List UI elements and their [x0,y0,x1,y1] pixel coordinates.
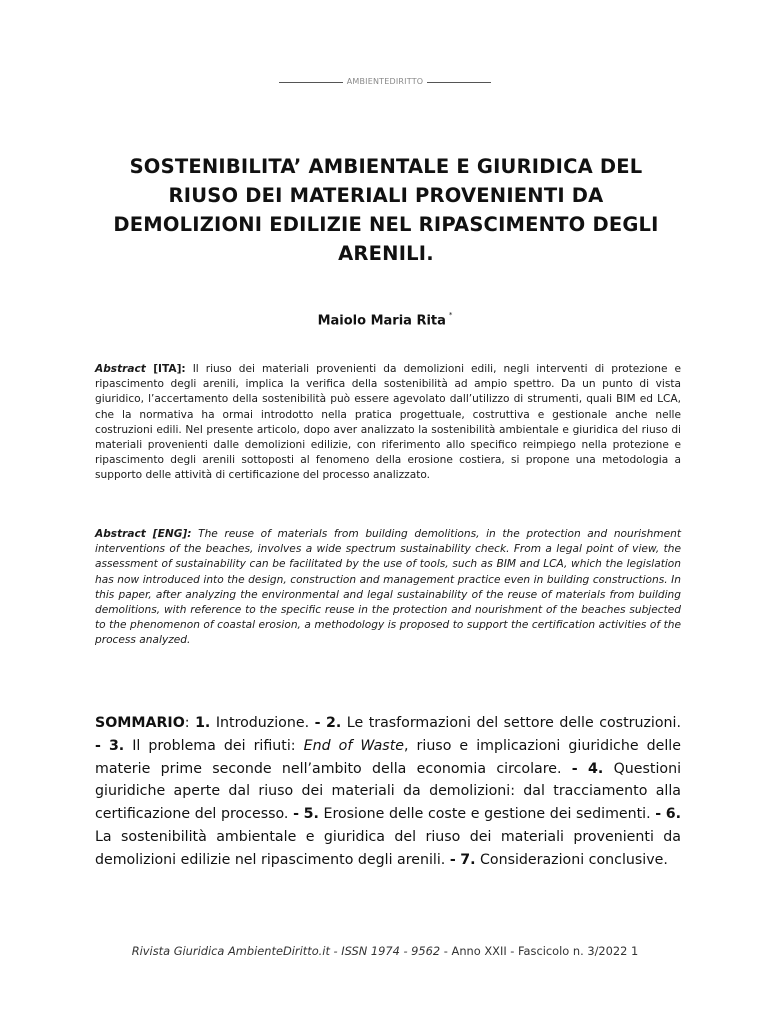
summary-item-text: Erosione delle coste e gestione dei sedimenti. [323,806,651,823]
summary-item-text: Introduzione. [215,715,310,731]
summary-separator: - [449,851,456,868]
summary-item-number: 2. [326,715,342,731]
summary-item-text: Considerazioni conclusive. [480,851,668,868]
header-rule-left [279,82,343,83]
author-footnote-mark: * [448,311,453,319]
abstract-eng-text: The reuse of materials from building demolitions, in the protection and nourishment interventions of the beaches, involves a wide spectrum sustainability check. From a legal point of view, the assessment of sustainability can be facilitated by the use of tools, such as BIM and LCA, which the legislation has now introduced into the design, construction and management practice even in building constructions. In this paper, after analyzing the environmental and legal sustainability of the reuse of materials from building demolitions, with reference to the specific reuse in the protection and nourishment of the beaches subjected to the phenomenon of coastal erosion, a methodology is proposed to support the certification activities of the process analyzed. [95,528,681,647]
page-footer [0,944,770,958]
page-number: 1 [631,944,639,958]
summary-item-text: Il problema dei rifiuti: [132,737,296,754]
summary: SOMMARIO: 1. Introduzione. - 2. Le trasformazioni del settore delle costruzioni. - 3. Il problema dei rifiuti: End of Waste, riuso e implicazioni giuridiche delle materie prime seconde nell’ambito della economia circolare. - 4. Questioni giuridiche aperte dal riuso dei materiali da demolizioni: dal tracciamento alla certificazione del processo. - 5. Erosione delle coste e gestione dei sedimenti. - 6. La sostenibilità ambientale e giuridica del riuso dei materiali provenienti da demolizioni edilizie nel ripascimento degli arenili. - 7. Considerazioni conclusive. [95,715,682,868]
footer-issue: - Anno XXII - Fascicolo n. 3/2022 [443,944,628,958]
footer-journal: Rivista Giuridica AmbienteDiritto.it - ISSN 1974 - 9562 [131,944,441,958]
article-title: SOSTENIBILITA’ AMBIENTALE E GIURIDICA DEL RIUSO DEI MATERIALI PROVENIENTI DA DEMOLIZIONI EDILIZIE NEL RIPASCIMENTO DEGLI ARENILI. [113,155,659,265]
summary-separator: - [314,715,321,731]
summary-item-text: Questioni giuridiche aperte dal riuso dei materiali da demolizioni: dal tracciamento alla certificazione del processo. [95,760,682,823]
summary-separator: - [95,737,101,754]
summary-separator: - [655,806,662,823]
header-label: AMBIENTEDIRITTO [346,77,424,86]
summary-item-number: 5. [303,806,319,823]
summary-item-text: Le trasformazioni del settore delle costruzioni. [346,715,681,731]
summary-item-text: La sostenibilità ambientale e giuridica del riuso dei materiali provenienti da demolizioni edilizie nel ripascimento degli arenili. [95,828,681,868]
summary-separator: - [571,760,578,777]
header-rule-right [427,82,491,83]
summary-item-number: 6. [665,806,682,823]
summary-label: SOMMARIO [95,715,185,731]
summary-item-text: , riuso e implicazioni giuridiche delle materie prime seconde nell’ambito della economia circolare. [95,737,681,777]
summary-item-number: 3. [108,737,125,754]
summary-item-number: 4. [588,760,604,777]
abstract-italian [95,362,681,484]
summary-item-number: 1. [195,715,211,731]
abstract-ita-text: Il riuso dei materiali provenienti da demolizioni edili, negli interventi di protezione e ripascimento degli arenili, implica la verifica della sostenibilità ad ampio spettro. Da un punto di vista giuridico, l’accertamento della sostenibilità può essere agevolato dall’utilizzo di strumenti, quali BIM ed LCA, che la normativa ha ormai introdotto nella pratica progettuale, costruttiva e gestionale anche nelle costruzioni edili. Nel presente articolo, dopo aver analizzato la sostenibilità ambientale e giuridica del riuso di materiali provenienti dalle demolizioni edilizie, con riferimento allo specifico reimpiego nella protezione e ripascimento degli arenili sottoposti al fenomeno della erosione costiera, si propone una metodologia a supporto delle attività di certificazione del processo analizzato. [95,363,681,482]
summary-item-italic: End of Waste [303,737,404,754]
running-header [0,77,770,86]
summary-item-number: 7. [460,851,476,868]
abstract-eng-label: Abstract [ENG]: [95,528,192,540]
abstract-english [95,527,681,649]
author-name: Maiolo Maria Rita [317,313,446,329]
summary-separator: - [293,806,299,823]
author-line [0,313,770,328]
abstract-ita-label: Abstract [ITA]: [95,363,186,375]
